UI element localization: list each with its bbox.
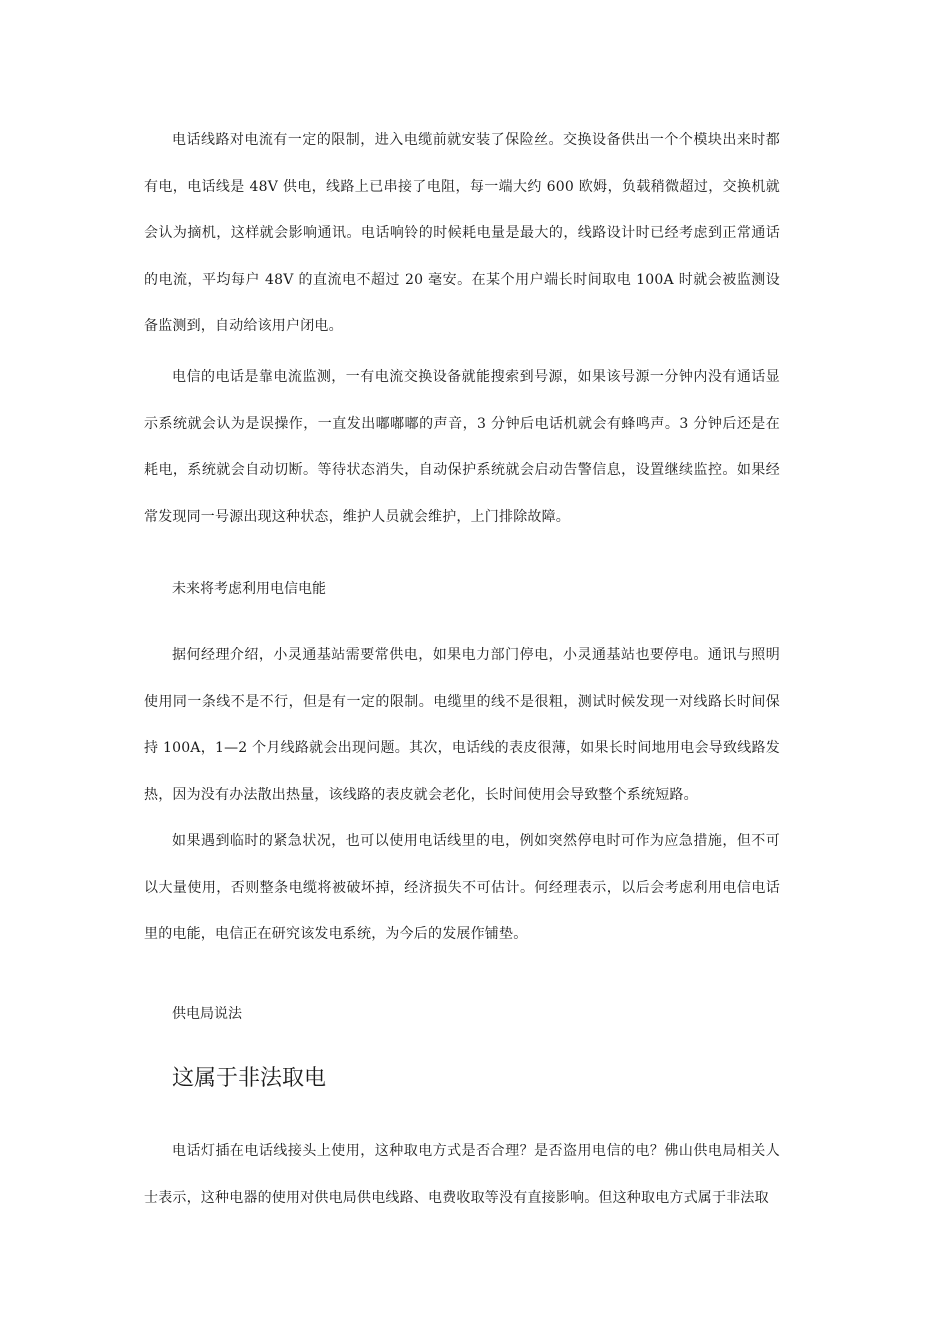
paragraph-phone-line-current-limit: 电话线路对电流有一定的限制，进入电缆前就安装了保险丝。交换设备供出一个个模块出来时都有电，电话线是 48V 供电，线路上已串接了电阻，每一端大约 600 欧姆，负载稍微超过，交换机就会认为摘机，这样就会影响通讯。电话响铃的时候耗电量是最大的，线路设计时已经考虑到正常通话的电流，平均每户 48V 的直流电不超过 20 毫安。在某个用户端长时间取电 100A 时就会被监测设备监测到，自动给该用户闭电。 [144,132,780,334]
paragraph-telecom-current-monitoring: 电信的电话是靠电流监测，一有电流交换设备就能搜索到号源，如果该号源一分钟内没有通话显示系统就会认为是误操作，一直发出嘟嘟嘟的声音，3 分钟后电话机就会有蜂鸣声。3 分钟后还是在耗电，系统就会自动切断。等待状态消失，自动保护系统就会启动告警信息，设置继续监控。如果经常发现同一号源出现这种状态，维护人员就会维护，上门排除故障。 [144,369,780,525]
headline-illegal-power-taking: 这属于非法取电 [172,1066,327,1091]
paragraph-phone-lamp-question: 电话灯插在电话线接头上使用，这种取电方式是否合理？是否盗用电信的电？佛山供电局相关人士表示，这种电器的使用对供电局供电线路、电费收取等没有直接影响。但这种取电方式属于非法取 [144,1143,780,1206]
subheading-power-bureau-statement: 供电局说法 [172,1006,242,1022]
paragraph-manager-introduction: 据何经理介绍，小灵通基站需要常供电，如果电力部门停电，小灵通基站也要停电。通讯与照明使用同一条线不是不行，但是有一定的限制。电缆里的线不是很粗，测试时候发现一对线路长时间保持 100A，1—2 个月线路就会出现问题。其次，电话线的表皮很薄，如果长时间地用电会导致线路发热，因为没有办法散出热量，该线路的表皮就会老化，长时间使用会导致整个系统短路。 [144,647,780,803]
paragraph-emergency-usage: 如果遇到临时的紧急状况，也可以使用电话线里的电，例如突然停电时可作为应急措施，但不可以大量使用，否则整条电缆将被破坏掉，经济损失不可估计。何经理表示，以后会考虑利用电信电话里的电能，电信正在研究该发电系统，为今后的发展作铺垫。 [144,833,780,942]
subheading-future-telecom-power: 未来将考虑利用电信电能 [172,581,326,597]
